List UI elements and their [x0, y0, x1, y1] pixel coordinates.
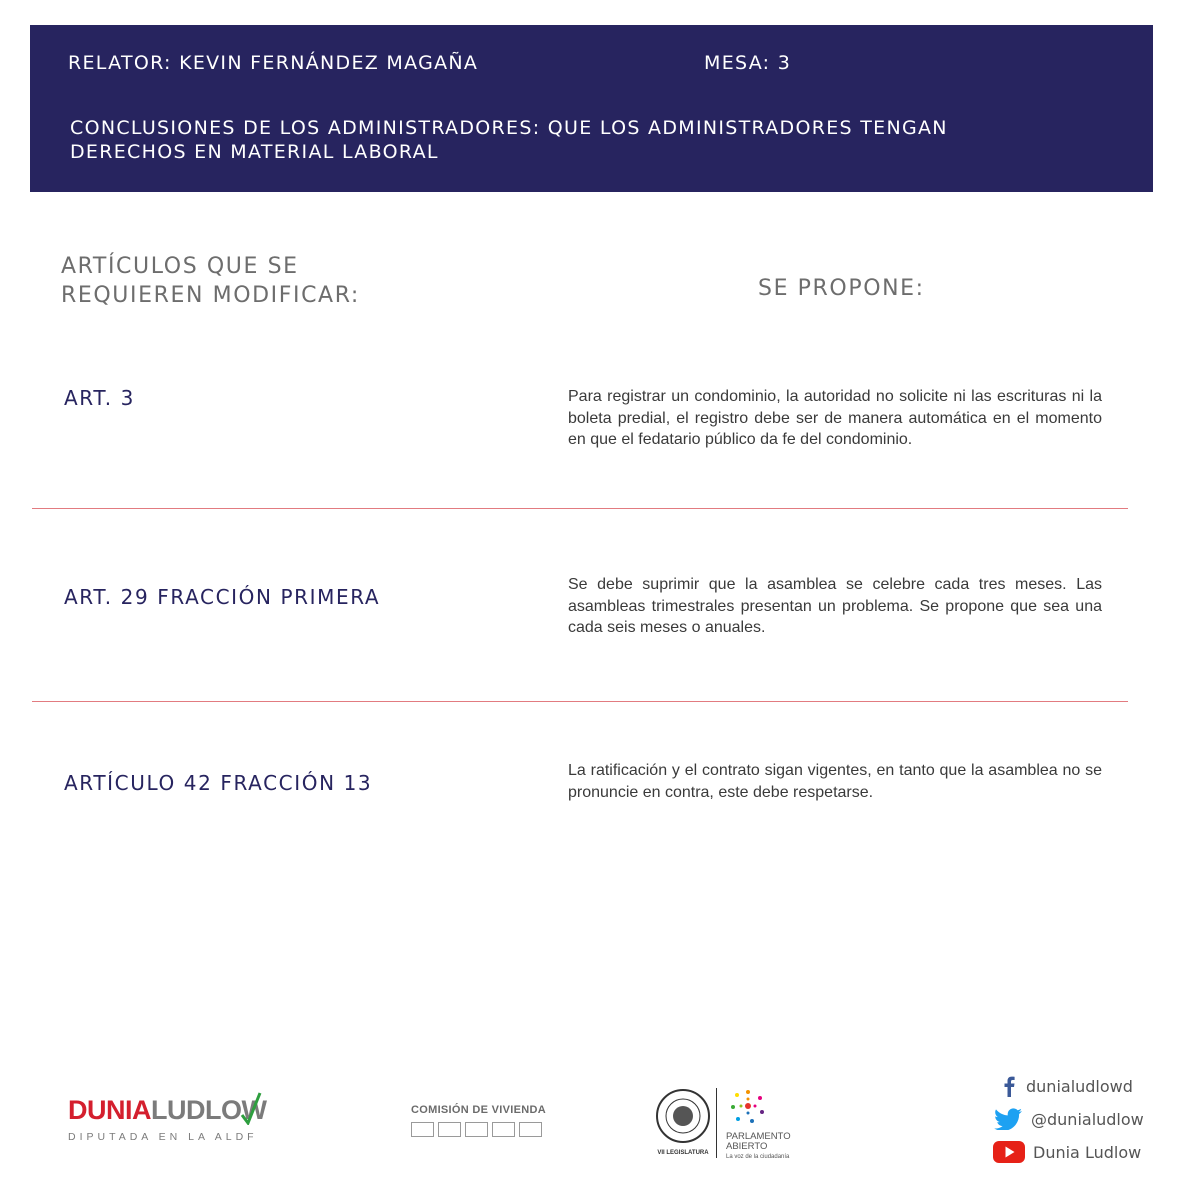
parlamento-title: PARLAMENTO ABIERTO: [726, 1131, 791, 1152]
seal-icon: [655, 1088, 711, 1144]
parlamento-abierto-logo: [726, 1086, 796, 1160]
grid-icon: [492, 1122, 515, 1137]
twitter-icon: [993, 1108, 1023, 1130]
parlamento-burst-icon: [726, 1086, 770, 1126]
article-label: ARTÍCULO 42 FRACCIÓN 13: [64, 771, 373, 795]
seal-label: VII LEGISLATURA: [657, 1150, 709, 1156]
brand-subtitle: DIPUTADA EN LA ALDF: [68, 1131, 258, 1143]
pattern-icon: [465, 1122, 488, 1137]
youtube-icon: [993, 1141, 1025, 1163]
comision-icons: [411, 1122, 561, 1137]
parlamento-subtitle: La voz de la ciudadanía: [726, 1154, 790, 1160]
social-facebook[interactable]: [1000, 1075, 1133, 1097]
dunia-ludlow-logo: [68, 1095, 266, 1143]
proposal-text: La ratificación y el contrato sigan vigentes, en tanto que la asamblea no se pronuncie en contra, este debe respetarse.: [568, 762, 1102, 801]
article-label: ART. 29 FRACCIÓN PRIMERA: [64, 585, 381, 609]
column-heading-proposal: SE PROPONE:: [758, 276, 925, 301]
facebook-handle: dunialudlowd: [1026, 1076, 1133, 1096]
youtube-handle: Dunia Ludlow: [1033, 1142, 1142, 1162]
waves-icon: [411, 1122, 434, 1137]
logo-divider: [716, 1088, 717, 1158]
row-divider: [32, 508, 1128, 509]
proposal-text: Se debe suprimir que la asamblea se celebre cada tres meses. Las asambleas trimestrales presentan un problema. Se propone que sea una cada seis meses o anuales.: [568, 576, 1102, 636]
asamblea-seal-logo: [655, 1088, 711, 1156]
comision-vivienda-logo: [411, 1104, 561, 1137]
mesa-label: MESA: 3: [704, 52, 792, 74]
row-divider: [32, 701, 1128, 702]
checkmark-icon: [240, 1091, 262, 1125]
column-heading-articles: ARTÍCULOS QUE SE REQUIEREN MODIFICAR:: [61, 254, 360, 308]
columns-icon: [519, 1122, 542, 1137]
comision-title: COMISIÓN DE VIVIENDA: [411, 1104, 546, 1116]
social-twitter[interactable]: [993, 1108, 1144, 1130]
conclusion-text: CONCLUSIONES DE LOS ADMINISTRADORES: QUE LOS ADMINISTRADORES TENGAN DERECHOS EN MATERIAL LABORAL: [70, 117, 948, 163]
brand-wordmark: DUNIALUDLOW: [68, 1095, 267, 1125]
twitter-handle: @dunialudlow: [1031, 1109, 1144, 1129]
article-label: ART. 3: [64, 386, 136, 410]
facebook-icon: [1000, 1075, 1018, 1097]
social-youtube[interactable]: [993, 1141, 1141, 1163]
relator-label: RELATOR: KEVIN FERNÁNDEZ MAGAÑA: [68, 52, 479, 74]
proposal-text: Para registrar un condominio, la autoridad no solicite ni las escrituras ni la boleta predial, el registro debe ser de manera automática en el momento en que el fedatario público da fe del condominio.: [568, 388, 1102, 448]
header-banner: [30, 25, 1153, 192]
building-icon: [438, 1122, 461, 1137]
